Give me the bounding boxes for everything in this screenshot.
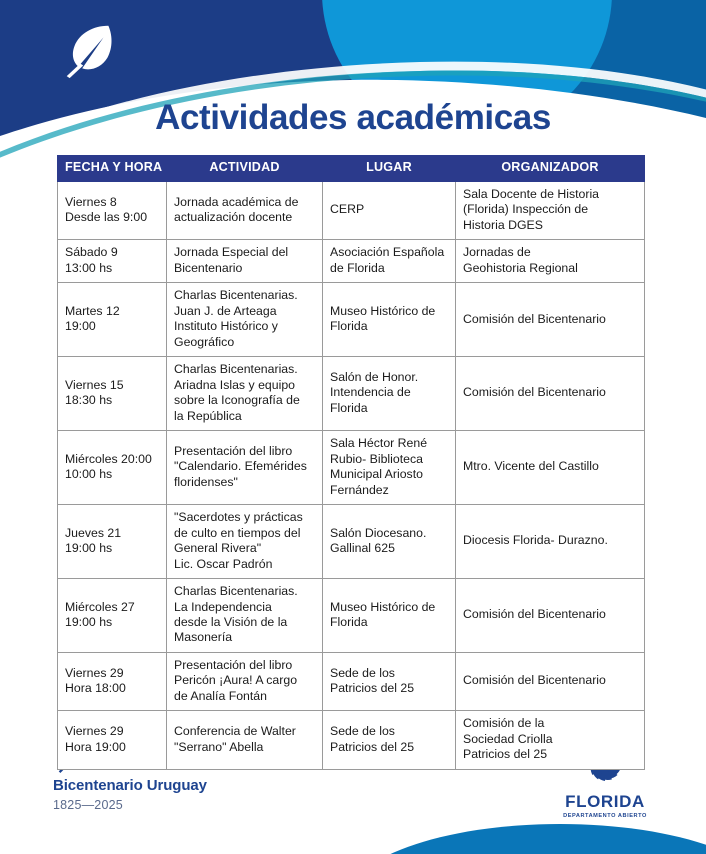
cell-line: Sábado 9 (65, 245, 118, 260)
cell-organizador (456, 652, 645, 710)
cell-line: Sociedad Criolla (463, 731, 553, 746)
cell-line: 19:00 hs (65, 541, 113, 556)
table-header-row (58, 156, 645, 182)
cell-line: de Analía Fontán (174, 688, 267, 703)
cell-line: Charlas Bicentenarias. (174, 362, 298, 377)
cell-line: Presentación del libro (174, 657, 293, 672)
cell-lugar (323, 431, 456, 505)
cell-line: sobre la Iconografía de (174, 393, 300, 408)
cell-fecha-y-hora (58, 579, 167, 653)
table-row (58, 711, 645, 769)
cell-lugar (323, 652, 456, 710)
cell-line: Museo Histórico de (330, 303, 436, 318)
cell-line: Salón Diocesano. (330, 525, 427, 540)
cell-line: Viernes 29 (65, 724, 124, 739)
cell-fecha-y-hora (58, 431, 167, 505)
cell-fecha-y-hora (58, 357, 167, 431)
cell-organizador (456, 181, 645, 239)
cell-line: Conferencia de Walter (174, 724, 296, 739)
cell-fecha-y-hora (58, 240, 167, 283)
cell-line: Patricios del 25 (463, 747, 548, 762)
cell-line: (Florida) Inspección de (463, 202, 589, 217)
cell-line: Sede de los (330, 665, 395, 680)
column-header-fecha-y-hora: FECHA Y HORA (58, 156, 167, 182)
bicentenario-logo-name (53, 778, 223, 795)
table-row (58, 431, 645, 505)
cell-line: Jueves 21 (65, 525, 122, 540)
cell-line: "Sacerdotes y prácticas (174, 510, 303, 525)
cell-line: Sede de los (330, 724, 395, 739)
cell-actividad (167, 711, 323, 769)
cell-lugar (323, 579, 456, 653)
cell-actividad (167, 579, 323, 653)
cell-lugar (323, 283, 456, 357)
leaf-icon (58, 18, 120, 80)
table-row (58, 505, 645, 579)
cell-lugar (323, 711, 456, 769)
florida-logo-name: FLORIDA (565, 792, 645, 811)
cell-line: Juan J. de Arteaga (174, 303, 277, 318)
bicentenario-line2: Uruguay (146, 777, 207, 794)
cell-line: 19:00 hs (65, 615, 113, 629)
cell-line: Intendencia de (330, 385, 411, 400)
cell-line: Desde las 9:00 (65, 210, 148, 225)
cell-line: Sala Docente de Historia (463, 186, 600, 201)
cell-line: Geohistoria Regional (463, 260, 578, 275)
cell-line: Charlas Bicentenarias. (174, 584, 298, 599)
cell-line: Florida (330, 319, 368, 334)
cell-lugar (323, 240, 456, 283)
cell-line: la República (174, 408, 242, 423)
cell-line: de culto en tiempos del (174, 525, 301, 540)
table-row (58, 181, 645, 239)
cell-line: Jornada Especial del (174, 245, 289, 260)
cell-organizador (456, 505, 645, 579)
bicentenario-line1: Bicentenario (53, 777, 143, 794)
table-row (58, 283, 645, 357)
page-title: Actividades académicas (155, 98, 551, 137)
cell-line: Diocesis Florida- Durazno. (463, 533, 608, 548)
cell-actividad (167, 652, 323, 710)
cell-line: Ariadna Islas y equipo (174, 377, 295, 392)
schedule-table (57, 155, 645, 770)
table-row (58, 357, 645, 431)
cell-line: Patricios del 25 (330, 681, 415, 696)
cell-line: Historia DGES (463, 217, 543, 232)
table-row (58, 240, 645, 283)
cell-actividad (167, 240, 323, 283)
cell-line: La Independencia (174, 599, 272, 614)
cell-actividad (167, 283, 323, 357)
cell-organizador (456, 711, 645, 769)
cell-fecha-y-hora (58, 283, 167, 357)
florida-logo-tagline: DEPARTAMENTO ABIERTO (563, 813, 647, 819)
cell-line: desde la Visión de la (174, 615, 288, 629)
cell-line: Sala Héctor René (330, 436, 428, 451)
cell-line: Florida (330, 400, 368, 415)
column-header-actividad: ACTIVIDAD (167, 156, 323, 182)
cell-line: Asociación Española (330, 245, 445, 260)
cell-line: 18:30 hs (65, 393, 113, 408)
cell-line: Fernández (330, 482, 389, 497)
cell-line: Hora 18:00 (65, 681, 126, 696)
cell-line: Pericón ¡Aura! A cargo (174, 673, 298, 688)
cell-actividad (167, 431, 323, 505)
cell-fecha-y-hora (58, 505, 167, 579)
cell-line: Geográfico (174, 334, 235, 349)
cell-organizador (456, 283, 645, 357)
cell-line: Miércoles 20:00 (65, 451, 152, 466)
cell-line: Miércoles 27 (65, 599, 135, 614)
cell-line: CERP (330, 202, 365, 217)
cell-line: Museo Histórico de (330, 599, 436, 614)
schedule-table-body (58, 181, 645, 769)
cell-line: 13:00 hs (65, 260, 113, 275)
cell-line: Comisión del Bicentenario (463, 673, 606, 688)
schedule-table-wrap (57, 155, 644, 770)
cell-line: 10:00 hs (65, 467, 113, 482)
cell-line: Jornadas de (463, 245, 531, 260)
cell-line: General Rivera" (174, 541, 262, 556)
cell-line: Martes 12 (65, 303, 120, 318)
cell-line: actualización docente (174, 210, 293, 225)
cell-line: Viernes 29 (65, 665, 124, 680)
cell-line: Presentación del libro (174, 443, 293, 458)
cell-line: Comisión del Bicentenario (463, 311, 606, 326)
cell-line: Municipal Ariosto (330, 467, 423, 482)
table-row (58, 652, 645, 710)
column-header-lugar: LUGAR (323, 156, 456, 182)
cell-line: Jornada académica de (174, 194, 299, 209)
cell-line: Viernes 8 (65, 194, 117, 209)
cell-line: Rubio- Biblioteca (330, 451, 423, 466)
cell-fecha-y-hora (58, 652, 167, 710)
cell-line: de Florida (330, 260, 385, 275)
cell-line: Florida (330, 615, 368, 629)
cell-organizador (456, 357, 645, 431)
cell-line: Bicentenario (174, 260, 243, 275)
cell-line: Hora 19:00 (65, 739, 126, 754)
cell-organizador (456, 431, 645, 505)
cell-line: Viernes 15 (65, 377, 124, 392)
cell-line: Comisión del Bicentenario (463, 607, 606, 622)
cell-actividad (167, 505, 323, 579)
cell-line: Comisión del Bicentenario (463, 385, 606, 400)
cell-line: "Serrano" Abella (174, 739, 264, 754)
cell-line: Masonería (174, 630, 233, 645)
cell-line: Salón de Honor. (330, 369, 419, 384)
cell-fecha-y-hora (58, 711, 167, 769)
cell-line: Instituto Histórico y (174, 319, 278, 334)
cell-fecha-y-hora (58, 181, 167, 239)
cell-lugar (323, 181, 456, 239)
cell-lugar (323, 357, 456, 431)
cell-line: floridenses" (174, 474, 238, 489)
cell-actividad (167, 357, 323, 431)
cell-line: Comisión de la (463, 716, 545, 731)
column-header-organizador: ORGANIZADOR (456, 156, 645, 182)
cell-line: Mtro. Vicente del Castillo (463, 459, 599, 474)
cell-organizador (456, 240, 645, 283)
cell-line: Charlas Bicentenarias. (174, 288, 298, 303)
cell-line: Lic. Oscar Padrón (174, 556, 273, 571)
cell-lugar (323, 505, 456, 579)
cell-line: 19:00 (65, 319, 96, 334)
cell-line: "Calendario. Efemérides (174, 459, 307, 474)
cell-line: Patricios del 25 (330, 739, 415, 754)
bicentenario-years: 1825—2025 (53, 797, 123, 812)
cell-organizador (456, 579, 645, 653)
cell-actividad (167, 181, 323, 239)
table-row (58, 579, 645, 653)
cell-line: Gallinal 625 (330, 541, 395, 556)
